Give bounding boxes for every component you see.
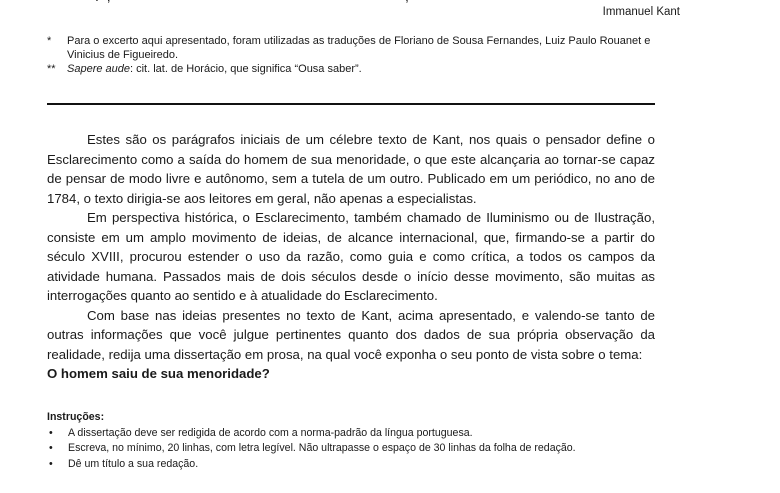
instructions [47,410,667,472]
instruction-item [47,441,667,457]
footnotes [47,34,667,76]
cropped-text-line [0,0,780,2]
bullet-icon: • [49,442,53,454]
paragraph: Estes são os parágrafos iniciais de um célebre texto de Kant, nos quais o pensador define o Esclarecimento como a saída do homem de sua menoridade, o que este alcançaria ao tornar-se capaz de pensar de modo livre e autônomo, sem a tutela de um outro. Publicado em um periódico, no ano de 1784, o texto dirigia-se aos leitores em geral, não apenas a especialistas. [47,132,655,206]
quote-author: Immanuel Kant [602,6,680,18]
instruction-text: Dê um título a sua redação. [68,457,199,470]
footnote-text: : cit. lat. de Horácio, que significa “Ousa saber”. [130,63,362,75]
footnote-mark: ** [47,63,56,75]
footnote-mark: * [47,35,52,47]
bullet-icon: • [49,457,53,470]
instruction-text: A dissertação deve ser redigida de acordo com a norma-padrão da língua portuguesa. [68,426,473,439]
instructions-title: Instruções: [47,411,105,423]
instruction-text: Escreva, no mínimo, 20 linhas, com letra legível. Não ultrapasse o espaço de 30 linhas da folha de redação. [68,442,576,454]
section-divider [47,103,655,105]
paragraph: Em perspectiva histórica, o Esclarecimento, também chamado de Iluminismo ou de Ilustração, consiste em um amplo movimento de ideias, de alcance internacional, que, firmando-se a partir do século XVIII, procurou estender o uso da razão, como guia e como crítica, a todos os campos da atividade humana. Passados mais de dois séculos desde o início desse movimento, são muitas as interrogações quanto ao sentido e à atualidade do Esclarecimento. [47,210,655,303]
footnote-term: Sapere aude [67,63,130,75]
essay-theme: O homem saiu de sua menoridade? [47,366,270,381]
prompt-text [47,130,655,384]
footnote-text: Para o excerto aqui apresentado, foram utilizadas as traduções de Floriano de Sousa Fernandes, Luiz Paulo Rouanet e Vinicius de Figueiredo. [67,35,651,61]
paragraph: Com base nas ideias presentes no texto de Kant, acima apresentado, e valendo-se tanto de outras informações que você julgue pertinentes quanto dos dados de sua própria observação da realidade, redija uma dissertação em prosa, na qual você exponha o seu ponto de vista sobre o tema: [47,307,655,362]
bullet-icon: • [49,426,53,439]
footnote [47,62,667,76]
instruction-item [47,426,667,442]
instruction-item [47,457,667,473]
footnote [47,34,667,62]
